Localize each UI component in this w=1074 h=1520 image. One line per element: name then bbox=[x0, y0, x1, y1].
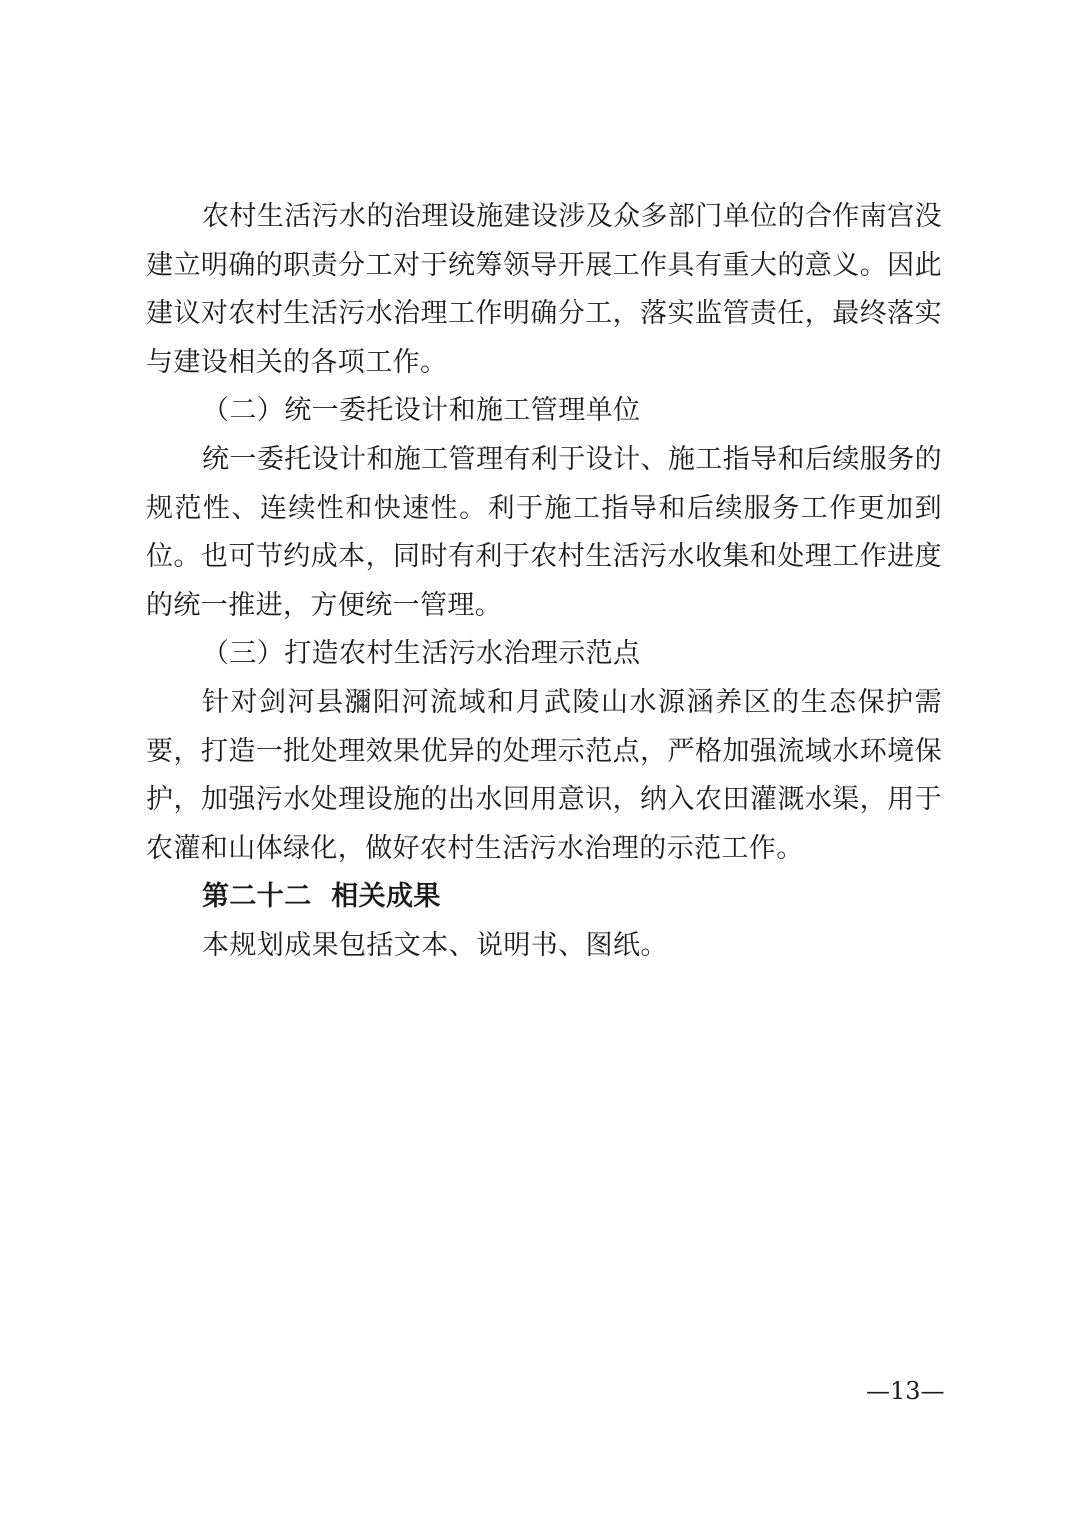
page-number: —13— bbox=[866, 1377, 945, 1405]
paragraph-responsibility: 农村生活污水的治理设施建设涉及众多部门单位的合作南宫没建立明确的职责分工对于统筹领导开展工作具有重大的意义。因此建议对农村生活污水治理工作明确分工，落实监管责任，最终落实与建设相关的各项工作。 bbox=[146, 201, 942, 378]
paragraph-demonstration-sites: 针对剑河县瀰阳河流域和月武陵山水源涵养区的生态保护需要，打造一批处理效果优异的处理示范点，严格加强流域水环境保护，加强污水处理设施的出水回用意识，纳入农田灌溉水渠，用于农灌和山体绿化，做好农村生活污水治理的示范工作。 bbox=[146, 687, 942, 864]
section-title-related-results: 第二十二 相关成果 bbox=[202, 881, 441, 912]
subheading-unified-design: （二）统一委托设计和施工管理单位 bbox=[202, 395, 641, 426]
paragraph-unified-design: 统一委托设计和施工管理有利于设计、施工指导和后续服务的规范性、连续性和快速性。利于施工指导和后续服务工作更加到位。也可节约成本，同时有利于农村生活污水收集和处理工作进度的统一推进，方便统一管理。 bbox=[146, 444, 942, 621]
paragraph-related-results: 本规划成果包括文本、说明书、图纸。 bbox=[202, 930, 668, 961]
subheading-demonstration-sites: （三）打造农村生活污水治理示范点 bbox=[202, 638, 641, 669]
